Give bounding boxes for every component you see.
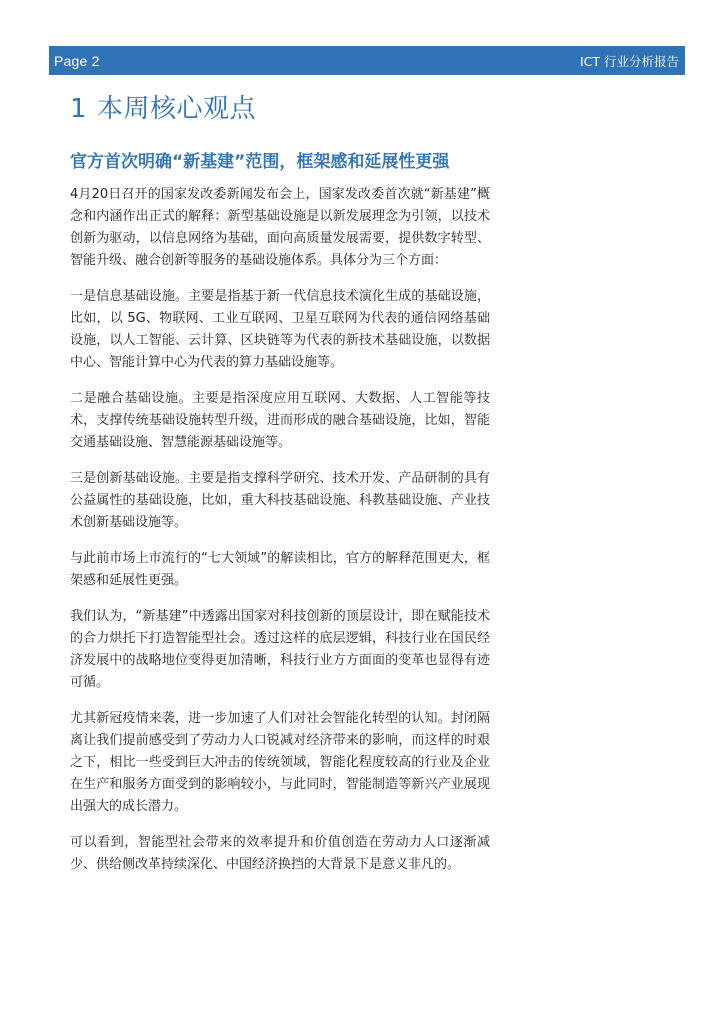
paragraph: 三是创新基础设施。主要是指支撑科学研究、技术开发、产品研制的具有公益属性的基础设施，比如，重大科技基础设施、科教基础设施、产业技术创新基础设施等。 — [70, 471, 490, 530]
paragraph: 与此前市场上市流行的“七大领域”的解读相比，官方的解释范围更大，框架感和延展性更强。 — [70, 551, 490, 588]
paragraph: 可以看到，智能型社会带来的效率提升和价值创造在劳动力人口逐渐减少、供给侧改革持续深化、中国经济换挡的大背景下是意义非凡的。 — [70, 835, 490, 872]
paragraph: 一是信息基础设施。主要是指基于新一代信息技术演化生成的基础设施，比如，以 5G、物联网、工业互联网、卫星互联网为代表的通信网络基础设施，以人工智能、云计算、区块链等为代表的新技术基础设施，以数据中心、智能计算中心为代表的算力基础设施等。 — [70, 289, 490, 370]
page-number-label: Page 2 — [54, 52, 100, 69]
paragraph: 二是融合基础设施。主要是指深度应用互联网、大数据、人工智能等技术，支撑传统基础设施转型升级，进而形成的融合基础设施，比如，智能交通基础设施、智慧能源基础设施等。 — [70, 391, 490, 450]
subsection-heading: 官方首次明确“新基建”范围，框架感和延展性更强 — [70, 152, 450, 172]
section-number: 1 — [70, 94, 88, 124]
page-header-bar — [49, 46, 685, 75]
paragraph: 尤其新冠疫情来袭，进一步加速了人们对社会智能化转型的认知。封闭隔离让我们提前感受到了劳动力人口锐减对经济带来的影响，而这样的时艰之下，相比一些受到巨大冲击的传统领域，智能化程度较高的行业及企业在生产和服务方面受到的影响较小，与此同时，智能制造等新兴产业展现出强大的成长潜力。 — [70, 711, 490, 814]
paragraph: 4月20日召开的国家发改委新闻发布会上，国家发改委首次就“新基建”概念和内涵作出正式的解释：新型基础设施是以新发展理念为引领，以技术创新为驱动，以信息网络为基础，面向高质量发展需要，提供数字转型、智能升级、融合创新等服务的基础设施体系。具体分为三个方面： — [70, 187, 490, 268]
body-text — [70, 184, 490, 890]
paragraph: 我们认为，“新基建”中透露出国家对科技创新的顶层设计，即在赋能技术的合力烘托下打造智能型社会。透过这样的底层逻辑，科技行业在国民经济发展中的战略地位变得更加清晰，科技行业方方面面的变革也显得有迹可循。 — [70, 609, 490, 690]
report-title-label: ICT 行业分析报告 — [579, 53, 679, 69]
section-heading — [70, 88, 256, 125]
section-title: 本周核心观点 — [97, 94, 257, 124]
